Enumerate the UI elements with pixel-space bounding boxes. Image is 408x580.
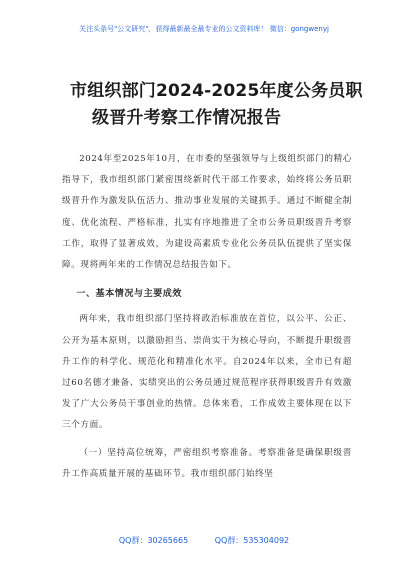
footer-qq-group-1: QQ群：30265665: [118, 536, 189, 545]
footer-qq-group-2: QQ群：535304092: [214, 536, 290, 545]
title-line-2: 级晋升考察工作情况报告: [92, 108, 282, 128]
document-title: [70, 78, 370, 132]
footer-contacts: [0, 535, 408, 546]
title-line-1: 市组织部门2024-2025年度公务员职: [70, 81, 363, 101]
subsection-1-paragraph: （一）坚持高位统筹，严密组织考察准备。考察准备是确保职级晋升工作高质量开展的基础环节。我市组织部门始终坚: [62, 447, 352, 479]
document-body: [62, 149, 352, 485]
section-1-heading: 一、基本情况与主要成效: [76, 289, 182, 300]
section-1-paragraph: 两年来，我市组织部门坚持将政治标准放在首位，以公平、公正、公开为基本原则，以激励担当、崇尚实干为核心导向，不断提升职级晋升工作的科学化、规范化和精准化水平。自2024年以来，全市已有超过60名德才兼备、实绩突出的公务员通过规范程序获得职级晋升有效激发了广大公务员干事创业的热情。总体来看，工作成效主要体现在以下三个方面。: [62, 314, 352, 431]
intro-paragraph: 2024年至2025年10月，在市委的坚强领导与上级组织部门的精心指导下，我市组织部门紧密围绕新时代干部工作要求，始终将公务员职级晋升作为激发队伍活力、推动事业发展的关键抓手。通过不断健全制度、优化流程、严格标准，扎实有序地推进了全市公务员职级晋升考察工作，取得了显著成效，为建设高素质专业化公务员队伍提供了坚实保障。现将两年来的工作情况总结报告如下。: [62, 154, 352, 271]
top-banner: 关注头条号"公文研究"，获得最新最全最专业的公文资料库！ 微信：gongwenyj: [79, 25, 329, 33]
